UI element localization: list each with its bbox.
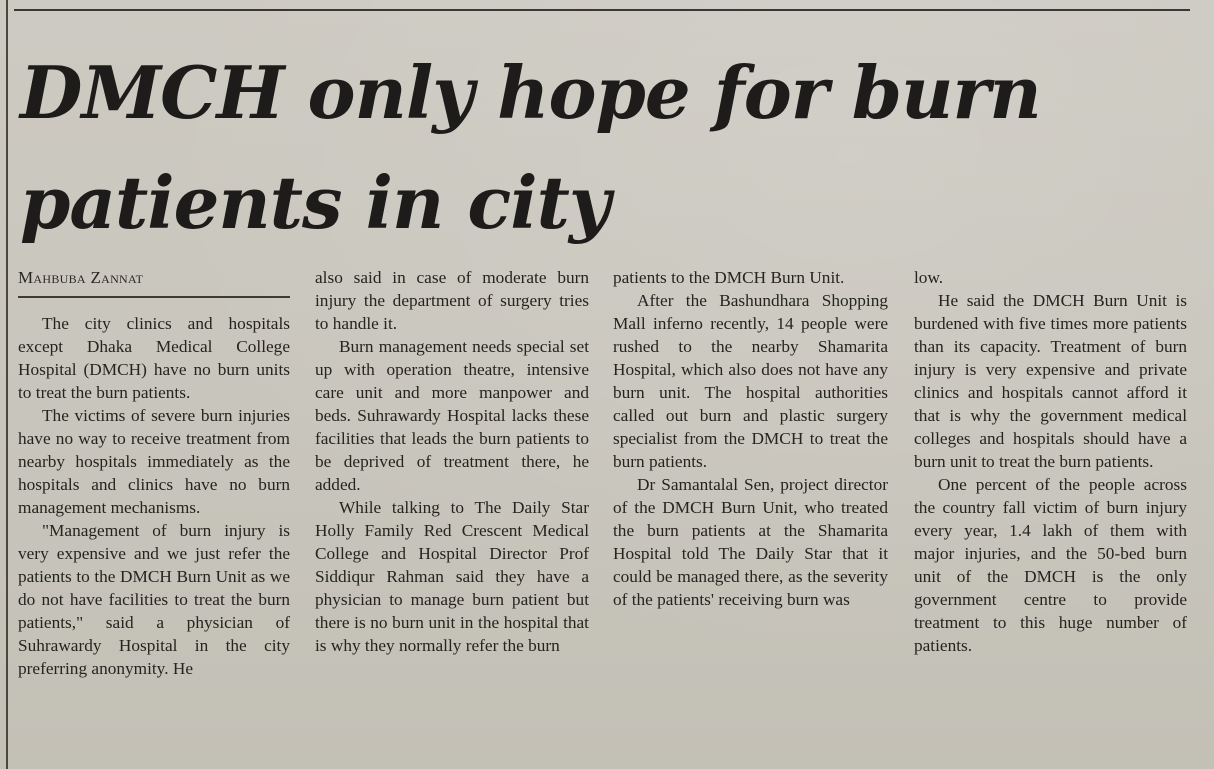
- paragraph: also said in case of moderate burn injury the department of surgery tries to handle it.: [315, 268, 589, 333]
- paragraph: "Management of burn injury is very expensive and we just refer the patients to the DMCH Burn Unit as we do not have facilities to treat the burn patients," said a physician of Suhrawardy Hospital in the city preferring anonymity. He: [18, 521, 290, 678]
- paragraph: The city clinics and hospitals except Dhaka Medical College Hospital (DMCH) have no burn units to treat the burn patients.: [18, 314, 290, 402]
- column-divider-rule: [6, 0, 8, 769]
- paragraph: The victims of severe burn injuries have no way to receive treatment from nearby hospitals immediately as the hospitals and clinics have no burn management mechanisms.: [18, 406, 290, 517]
- paragraph: While talking to The Daily Star Holly Family Red Crescent Medical College and Hospital Director Prof Siddiqur Rahman said they have a physician to manage burn patient but there is no burn unit in the hospital that is why they normally refer the burn: [315, 498, 589, 655]
- paragraph: Burn management needs special set up with operation theatre, intensive care unit and more manpower and beds. Suhrawardy Hospital lacks these facilities that leads the burn patients to be deprived of treatment there, he added.: [315, 337, 589, 494]
- article-column-1: [18, 312, 290, 680]
- paragraph: One percent of the people across the country fall victim of burn injury every year, 1.4 lakh of them with major injuries, and the 50-bed burn unit of the DMCH is the only government centre to provide treatment to this huge number of patients.: [914, 475, 1187, 655]
- article-column-4: [914, 266, 1187, 657]
- byline: Mahbuba Zannat: [18, 268, 144, 287]
- paragraph: low.: [914, 268, 944, 287]
- paragraph: After the Bashundhara Shopping Mall inferno recently, 14 people were rushed to the nearby Shamarita Hospital, which also does not have any burn unit. The hospital authorities called out burn and plastic surgery specialist from the DMCH to treat the burn patients.: [613, 291, 888, 471]
- paragraph: Dr Samantalal Sen, project director of the DMCH Burn Unit, who treated the burn patients at the Shamarita Hospital told The Daily Star that it could be managed there, as the severity of the patients' receiving burn was: [613, 475, 888, 609]
- headline: DMCH only hope for burn patients in city: [20, 50, 1041, 245]
- article-column-2: [315, 266, 589, 657]
- paragraph: patients to the DMCH Burn Unit.: [613, 268, 845, 287]
- paragraph: He said the DMCH Burn Unit is burdened with five times more patients than its capacity. Treatment of burn injury is very expensive and private clinics and hospitals cannot afford it that is why the government medical colleges and hospitals should have a burn unit to treat the burn patients.: [914, 291, 1187, 471]
- article-column-3: [613, 266, 888, 611]
- top-rule: [14, 9, 1190, 11]
- byline-rule: [18, 296, 290, 298]
